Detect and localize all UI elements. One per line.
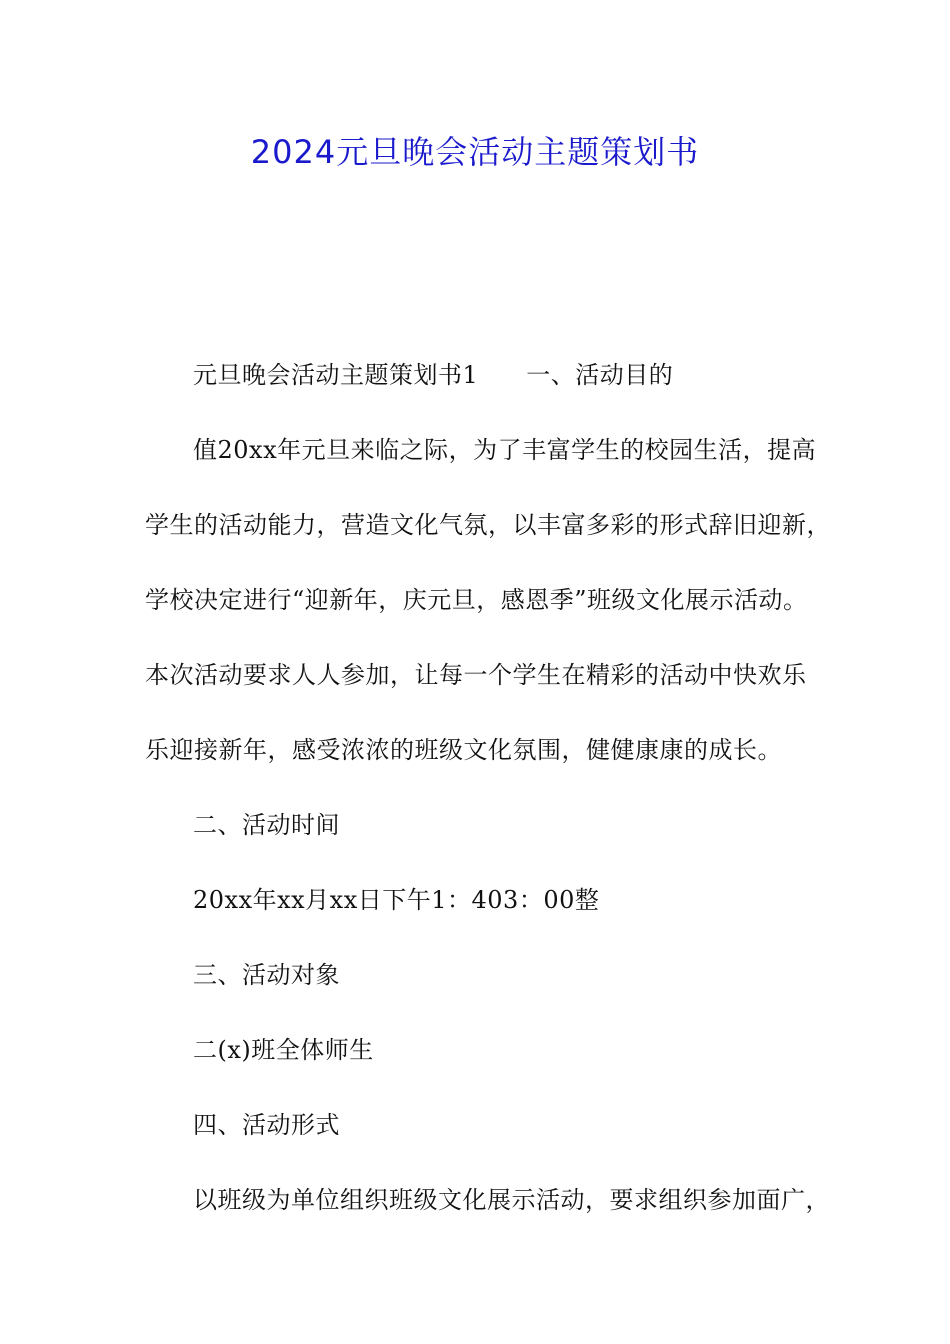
- section4-text: 以班级为单位组织班级文化展示活动，要求组织参加面广，: [193, 1186, 830, 1214]
- section1-heading: 一、活动目的: [526, 361, 674, 389]
- para1-line-2: 学生的活动能力，营造文化气氛，以丰富多彩的形式辞旧迎新，: [145, 511, 831, 539]
- para1-line-1: 值20xx年元旦来临之际，为了丰富学生的校园生活，提高: [193, 436, 817, 464]
- section3-heading: 三、活动对象: [193, 961, 340, 989]
- section4-heading: 四、活动形式: [193, 1111, 340, 1139]
- document-title: 2024元旦晚会活动主题策划书: [250, 133, 700, 171]
- section3-text: 二(x)班全体师生: [193, 1036, 374, 1064]
- section2-text: 20xx年xx月xx日下午1：403：00整: [193, 886, 600, 914]
- intro-line: [145, 338, 825, 413]
- para1-line-3: 学校决定进行“迎新年，庆元旦，感恩季”班级文化展示活动。: [145, 586, 808, 614]
- para1-line-5: 乐迎接新年，感受浓浓的班级文化氛围，健健康康的成长。: [145, 736, 782, 764]
- subtitle: 元旦晚会活动主题策划书1: [193, 361, 479, 389]
- document-body: [145, 338, 831, 1238]
- section2-heading: 二、活动时间: [193, 811, 340, 839]
- para1-line-4: 本次活动要求人人参加，让每一个学生在精彩的活动中快欢乐: [145, 661, 807, 689]
